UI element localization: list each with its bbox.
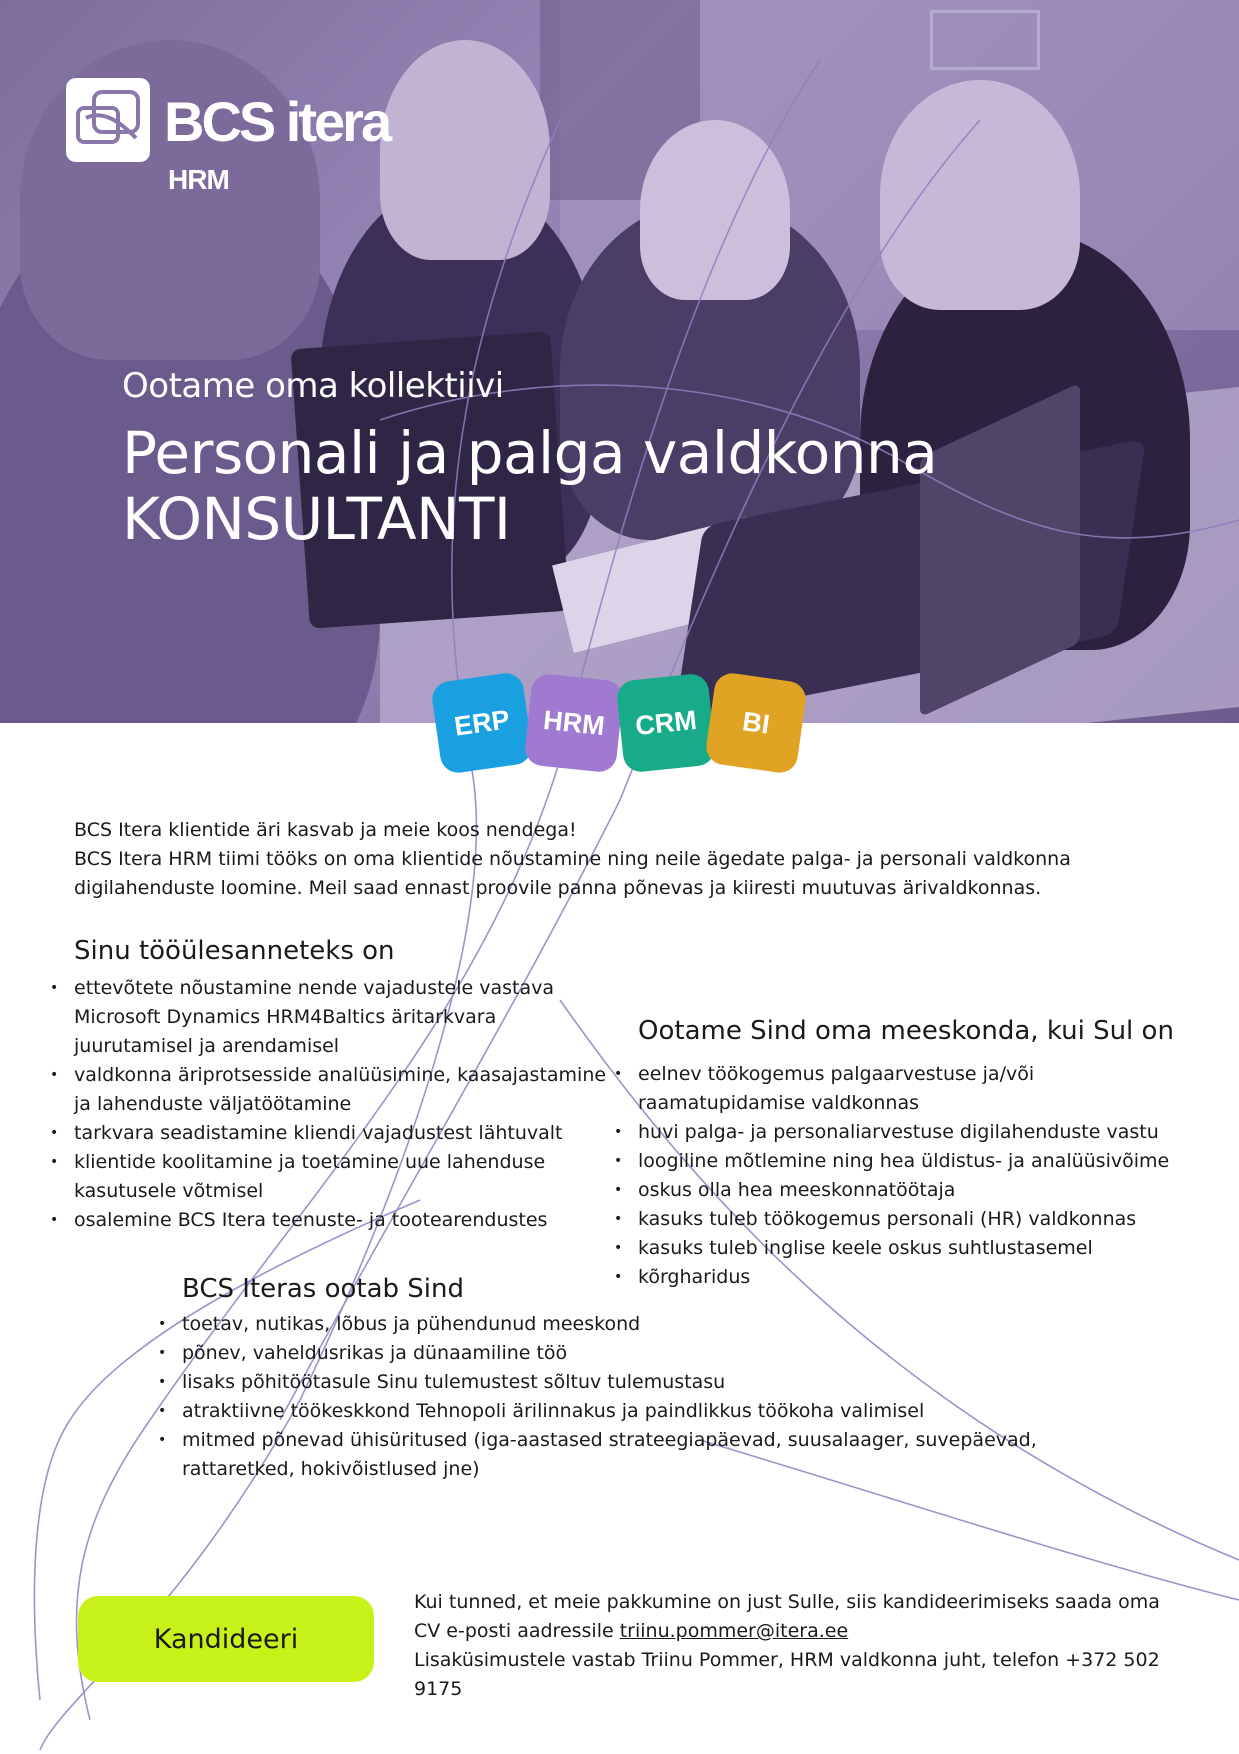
- contact-line: CV e-posti aadressile triinu.pommer@itera.ee: [414, 1620, 849, 1642]
- apply-button[interactable]: Kandideeri: [78, 1596, 374, 1682]
- offer-list: [182, 1310, 1082, 1484]
- tasks-title: Sinu tööülesanneteks on: [74, 936, 395, 966]
- list-item: • mitmed põnevad ühisüritused (iga-aastased strateegiapäevad, suusalaager, suvepäevad, rattaretked, hokivõistlused jne): [182, 1426, 1082, 1484]
- list-item: • põnev, vaheldusrikas ja dünaamiline töö: [182, 1339, 1082, 1368]
- requirements-list: [638, 1060, 1198, 1292]
- hero-bg-sign: [930, 10, 1040, 70]
- contact-line: Kui tunned, et meie pakkumine on just Sulle, siis kandideerimiseks saada oma: [414, 1591, 1160, 1613]
- offer-title: BCS Iteras ootab Sind: [182, 1274, 465, 1304]
- list-item: • atraktiivne töökeskkond Tehnopoli ärilinnakus ja paindlikkus töökoha valimisel: [182, 1397, 1082, 1426]
- list-item: • ettevõtete nõustamine nende vajadustele vastava Microsoft Dynamics HRM4Baltics äritarkvara juurutamisel ja arendamisel: [74, 974, 614, 1061]
- badge-bi: BI: [704, 671, 808, 775]
- badge-hrm: HRM: [523, 672, 624, 773]
- list-item: • kasuks tuleb töökogemus personali (HR) valdkonnas: [638, 1205, 1198, 1234]
- intro-line: digilahenduste loomine. Meil saad ennast proovile panna põnevas ja kiiresti muutuvas ärivaldkonnas.: [74, 877, 1042, 899]
- headline-title-line-1: Personali ja palga valdkonna: [122, 419, 938, 487]
- hero-person-4-head: [880, 80, 1080, 310]
- email-link[interactable]: triinu.pommer@itera.ee: [619, 1620, 849, 1642]
- list-item: • oskus olla hea meeskonnatöötaja: [638, 1176, 1198, 1205]
- offer-section: [182, 1274, 1082, 1484]
- intro-text: [74, 816, 1074, 903]
- badge-crm: CRM: [615, 672, 716, 773]
- brand-division: HRM: [168, 164, 229, 195]
- list-item: • osalemine BCS Itera teenuste- ja tootearendustes: [74, 1206, 614, 1235]
- hero-person-2-head: [380, 40, 550, 260]
- intro-line: BCS Itera HRM tiimi tööks on oma klientide nõustamine ning neile ägedate palga- ja personali valdkonna: [74, 848, 1071, 870]
- list-item: • kõrgharidus: [638, 1263, 1198, 1292]
- intro-line: BCS Itera klientide äri kasvab ja meie koos nendega!: [74, 819, 577, 841]
- list-item: • huvi palga- ja personaliarvestuse digilahenduste vastu: [638, 1118, 1198, 1147]
- list-item: • toetav, nutikas, lõbus ja pühendunud meeskond: [182, 1310, 1082, 1339]
- list-item: • valdkonna äriprotsesside analüüsimine, kaasajastamine ja lahenduste väljatöötamine: [74, 1061, 614, 1119]
- list-item: • klientide koolitamine ja toetamine uue lahenduse kasutusele võtmisel: [74, 1148, 614, 1206]
- badge-erp: ERP: [430, 671, 534, 775]
- tasks-section: [74, 936, 614, 1235]
- brand-logo-mark-icon: [66, 78, 150, 162]
- list-item: • kasuks tuleb inglise keele oskus suhtlustasemel: [638, 1234, 1198, 1263]
- list-item: • loogiline mõtlemine ning hea üldistus- ja analüüsivõime: [638, 1147, 1198, 1176]
- list-item: • lisaks põhitöötasule Sinu tulemustest sõltuv tulemustasu: [182, 1368, 1082, 1397]
- brand-name: BCS itera: [164, 90, 390, 153]
- contact-line: 9175: [414, 1678, 463, 1700]
- tasks-list: [74, 974, 614, 1235]
- contact-line: Lisaküsimustele vastab Triinu Pommer, HRM valdkonna juht, telefon +372 502: [414, 1649, 1160, 1671]
- hero-person-3-head: [640, 120, 790, 300]
- list-item: • tarkvara seadistamine kliendi vajadustest lähtuvalt: [74, 1119, 614, 1148]
- headline-subtitle: Ootame oma kollektiivi: [122, 366, 504, 406]
- requirements-section: [638, 1016, 1198, 1292]
- requirements-title: Ootame Sind oma meeskonda, kui Sul on: [638, 1016, 1174, 1046]
- list-item: • eelnev töökogemus palgaarvestuse ja/või raamatupidamise valdkonnas: [638, 1060, 1198, 1118]
- contact-info: [414, 1588, 1174, 1704]
- hero-person-1-head: [20, 40, 320, 360]
- headline-title-line-2: KONSULTANTI: [122, 485, 511, 553]
- headline: [122, 366, 937, 552]
